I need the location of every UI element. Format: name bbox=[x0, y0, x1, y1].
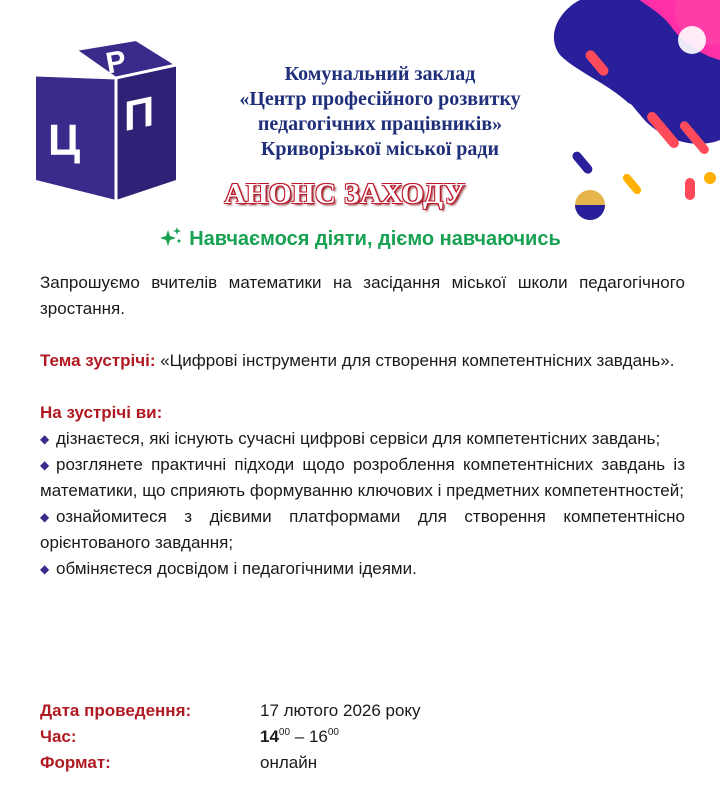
list-item: ◆ ознайомитеся з дієвими платформами для створення компетентнісно орієнтованого завдання; bbox=[40, 504, 685, 556]
time-value: $14^{00} - 16^{00}$ bbox=[260, 727, 339, 746]
announcement-title: АНОНС ЗАХОДУ bbox=[224, 178, 466, 210]
time-row bbox=[40, 724, 421, 750]
format-row bbox=[40, 750, 421, 776]
format-value: онлайн bbox=[260, 753, 318, 772]
cpr-logo bbox=[36, 40, 186, 210]
logo-letter-ts: Ц bbox=[48, 116, 81, 165]
org-line: педагогічних працівників» bbox=[257, 113, 503, 135]
date-row bbox=[40, 698, 421, 724]
topic bbox=[40, 348, 685, 374]
diamond-bullet-icon: ◆ bbox=[40, 510, 50, 524]
list-item: ◆ обміняєтеся досвідом і педагогічними ідеями. bbox=[40, 556, 685, 582]
list-item: ◆ розглянете практичні підходи щодо розроблення компетентнісних завдань із математики, що сприяють формуванню ключових і предметних компетентностей; bbox=[40, 452, 685, 504]
topic-text: «Цифрові інструменти для створення компетентнісних завдань». bbox=[155, 351, 675, 370]
list-item: ◆ дізнаєтеся, які існують сучасні цифрові сервіси для компетентісних завдань; bbox=[40, 426, 685, 452]
date-value: 17 лютого 2026 року bbox=[260, 701, 421, 720]
diamond-bullet-icon: ◆ bbox=[40, 432, 50, 446]
motto bbox=[0, 226, 720, 251]
organization-name bbox=[180, 62, 580, 162]
topic-label: Тема зустрічі: bbox=[40, 351, 156, 370]
org-line: «Центр професійного розвитку bbox=[239, 88, 521, 110]
org-line: Комунальний заклад bbox=[284, 63, 476, 85]
motto-text: Навчаємося діяти, діємо навчаючись bbox=[189, 228, 561, 250]
time-label: Час: bbox=[40, 727, 77, 746]
meeting-label: На зустрічі ви: bbox=[40, 403, 163, 422]
announcement-body bbox=[40, 270, 685, 582]
diamond-bullet-icon: ◆ bbox=[40, 562, 50, 576]
intro-text: Запрошуємо вчителів математики на засідання міської школи педагогічного зростання. bbox=[40, 273, 685, 318]
logo-letter-r: Р bbox=[103, 44, 129, 81]
logo-letter-p: П bbox=[124, 87, 155, 141]
format-label: Формат: bbox=[40, 753, 111, 772]
org-line: Криворізької міської ради bbox=[260, 138, 500, 160]
date-label: Дата проведення: bbox=[40, 701, 192, 720]
event-details bbox=[40, 698, 421, 776]
diamond-bullet-icon: ◆ bbox=[40, 458, 50, 472]
sparkle-icon bbox=[159, 226, 183, 248]
